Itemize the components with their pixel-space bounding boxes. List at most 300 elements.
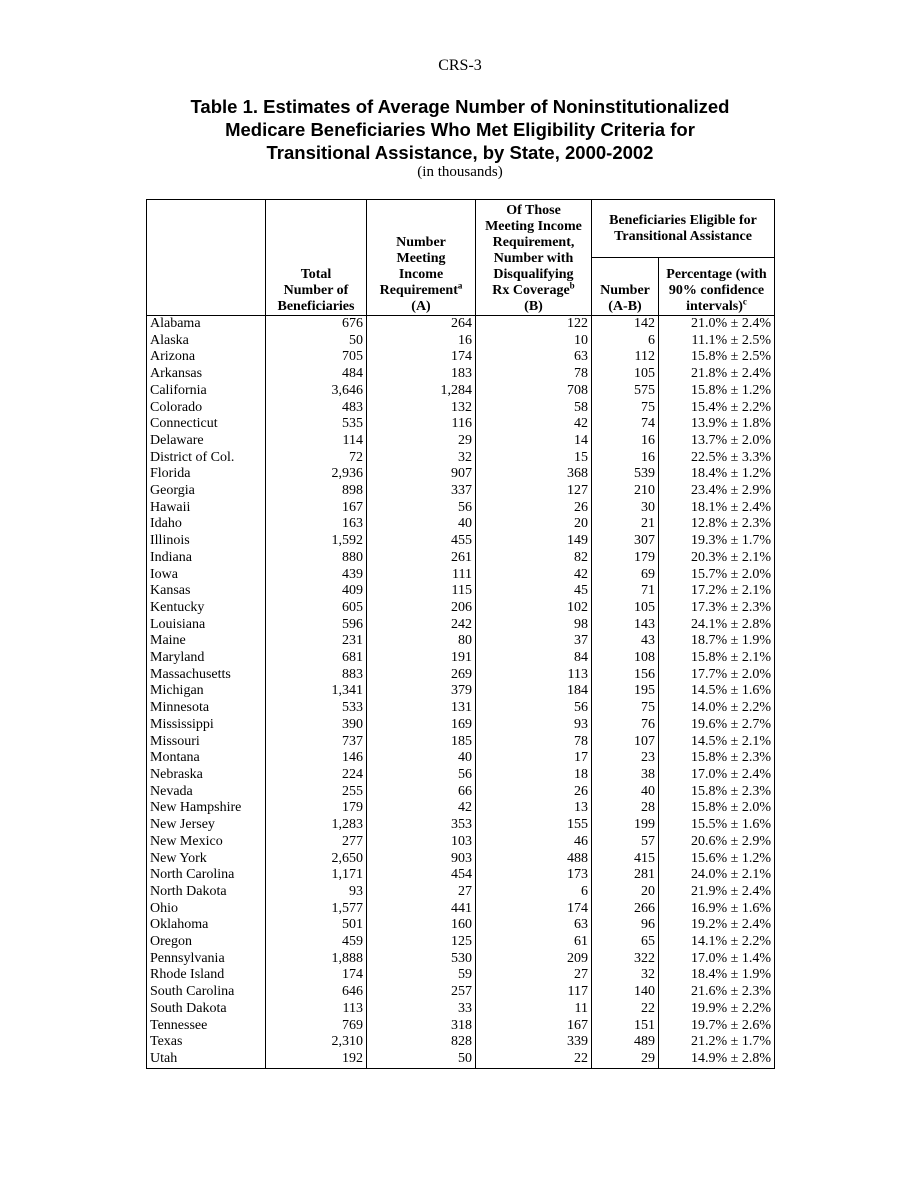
percentage-cell: 14.1% ± 2.2% [659,934,775,951]
header-text: Beneficiaries [277,299,355,314]
income-cell: 160 [367,917,476,934]
table-row [147,901,775,918]
table-row [147,1001,775,1018]
state-cell: Maine [147,633,266,650]
disqualifying-cell: 339 [476,1034,592,1051]
percentage-cell: 17.7% ± 2.0% [659,667,775,684]
table-row [147,767,775,784]
income-cell: 131 [367,700,476,717]
disqualifying-cell: 155 [476,817,592,834]
income-cell: 455 [367,533,476,550]
state-cell: South Dakota [147,1001,266,1018]
percentage-cell: 23.4% ± 2.9% [659,483,775,500]
disqualifying-cell: 78 [476,734,592,751]
state-cell: Colorado [147,400,266,417]
income-cell: 191 [367,650,476,667]
eligible-number-cell: 40 [592,784,659,801]
total-cell: 501 [266,917,367,934]
disqualifying-column-header [476,200,592,316]
header-text: Requirement, [492,235,575,250]
table-units: (in thousands) [417,164,503,180]
eligible-number-cell: 105 [592,600,659,617]
header-text: Number of [283,283,349,298]
total-cell: 459 [266,934,367,951]
total-cell: 50 [266,333,367,350]
income-cell: 59 [367,967,476,984]
eligible-number-cell: 20 [592,884,659,901]
income-cell: 261 [367,550,476,567]
state-cell: Nebraska [147,767,266,784]
income-cell: 269 [367,667,476,684]
disqualifying-cell: 18 [476,767,592,784]
income-cell: 40 [367,516,476,533]
header-text [370,280,472,299]
eligible-number-cell: 112 [592,349,659,366]
percentage-cell: 19.6% ± 2.7% [659,717,775,734]
state-cell: Arkansas [147,366,266,383]
disqualifying-cell: 17 [476,750,592,767]
income-cell: 530 [367,951,476,968]
income-cell: 111 [367,567,476,584]
state-cell: Texas [147,1034,266,1051]
disqualifying-cell: 127 [476,483,592,500]
eligible-number-cell: 140 [592,984,659,1001]
income-cell: 33 [367,1001,476,1018]
header-text: Percentage (with [666,267,767,282]
income-cell: 40 [367,750,476,767]
percentage-cell: 20.3% ± 2.1% [659,550,775,567]
income-cell: 174 [367,349,476,366]
disqualifying-cell: 167 [476,1018,592,1035]
state-cell: South Carolina [147,984,266,1001]
state-cell: Minnesota [147,700,266,717]
disqualifying-cell: 78 [476,366,592,383]
total-cell: 390 [266,717,367,734]
state-cell: District of Col. [147,450,266,467]
percentage-cell: 15.8% ± 2.5% [659,349,775,366]
state-cell: Florida [147,466,266,483]
income-cell: 56 [367,500,476,517]
total-cell: 705 [266,349,367,366]
state-cell: Kansas [147,583,266,600]
disqualifying-cell: 63 [476,917,592,934]
header-text: Income [398,267,444,282]
total-cell: 605 [266,600,367,617]
income-cell: 32 [367,450,476,467]
disqualifying-cell: 11 [476,1001,592,1018]
total-cell: 277 [266,834,367,851]
total-cell: 114 [266,433,367,450]
income-cell: 185 [367,734,476,751]
percentage-cell: 12.8% ± 2.3% [659,516,775,533]
percentage-cell: 18.7% ± 1.9% [659,633,775,650]
table-row [147,483,775,500]
total-cell: 93 [266,884,367,901]
percentage-cell: 15.8% ± 2.0% [659,800,775,817]
eligible-number-cell: 16 [592,433,659,450]
table-row [147,583,775,600]
table-row [147,800,775,817]
table-row [147,450,775,467]
table-row [147,433,775,450]
eligible-number-cell: 199 [592,817,659,834]
disqualifying-cell: 56 [476,700,592,717]
eligible-number-cell: 65 [592,934,659,951]
total-cell: 3,646 [266,383,367,400]
percentage-cell: 15.7% ± 2.0% [659,567,775,584]
percentage-cell: 21.8% ± 2.4% [659,366,775,383]
footnote-marker: b [569,280,575,291]
state-cell: Tennessee [147,1018,266,1035]
disqualifying-cell: 117 [476,984,592,1001]
total-cell: 224 [266,767,367,784]
total-cell: 113 [266,1001,367,1018]
table-row [147,550,775,567]
state-cell: Rhode Island [147,967,266,984]
eligible-number-cell: 210 [592,483,659,500]
state-cell: New Hampshire [147,800,266,817]
eligible-number-cell: 195 [592,683,659,700]
total-cell: 167 [266,500,367,517]
eligible-number-cell: 76 [592,717,659,734]
income-cell: 116 [367,416,476,433]
table-title-block [0,95,920,181]
percentage-cell: 19.3% ± 1.7% [659,533,775,550]
table-row [147,600,775,617]
income-cell: 907 [367,466,476,483]
disqualifying-cell: 42 [476,567,592,584]
total-cell: 1,577 [266,901,367,918]
table-row [147,717,775,734]
eligible-group-header [592,200,775,258]
disqualifying-cell: 98 [476,617,592,634]
income-cell: 16 [367,333,476,350]
eligible-number-cell: 575 [592,383,659,400]
footnote-marker: c [742,296,747,307]
income-cell: 441 [367,901,476,918]
page-label: CRS-3 [438,57,482,74]
percentage-cell: 15.6% ± 1.2% [659,851,775,868]
total-cell: 681 [266,650,367,667]
table-row [147,416,775,433]
state-cell: Pennsylvania [147,951,266,968]
table-row [147,516,775,533]
footnote-marker: a [457,280,463,291]
income-column-header [367,200,476,316]
table-row [147,884,775,901]
percentage-cell: 21.6% ± 2.3% [659,984,775,1001]
state-cell: Louisiana [147,617,266,634]
state-cell: California [147,383,266,400]
eligible-number-cell: 21 [592,516,659,533]
disqualifying-cell: 82 [476,550,592,567]
header-text: Number with [493,251,574,266]
table-row [147,466,775,483]
percentage-cell: 19.9% ± 2.2% [659,1001,775,1018]
percentage-cell: 24.1% ± 2.8% [659,617,775,634]
disqualifying-cell: 13 [476,800,592,817]
header-text: Number [396,235,446,250]
header-text: Requirement [379,283,458,298]
disqualifying-cell: 15 [476,450,592,467]
header-text: Meeting [396,251,446,266]
income-cell: 206 [367,600,476,617]
table-row [147,917,775,934]
table-row [147,650,775,667]
disqualifying-cell: 102 [476,600,592,617]
total-cell: 163 [266,516,367,533]
state-cell: Mississippi [147,717,266,734]
percentage-cell: 18.4% ± 1.2% [659,466,775,483]
table-row [147,834,775,851]
income-cell: 56 [367,767,476,784]
percentage-cell: 11.1% ± 2.5% [659,333,775,350]
disqualifying-cell: 149 [476,533,592,550]
eligible-number-cell: 74 [592,416,659,433]
disqualifying-cell: 708 [476,383,592,400]
eligible-number-cell: 107 [592,734,659,751]
income-cell: 66 [367,784,476,801]
percentage-cell: 21.0% ± 2.4% [659,316,775,333]
state-cell: Oregon [147,934,266,951]
table-row [147,984,775,1001]
eligible-number-cell: 57 [592,834,659,851]
eligible-number-cell: 23 [592,750,659,767]
percentage-cell: 17.3% ± 2.3% [659,600,775,617]
eligible-number-cell: 6 [592,333,659,350]
total-cell: 535 [266,416,367,433]
income-cell: 337 [367,483,476,500]
percentage-cell: 20.6% ± 2.9% [659,834,775,851]
header-text: Transitional Assistance [614,228,752,244]
total-cell: 898 [266,483,367,500]
total-cell: 1,341 [266,683,367,700]
eligible-number-cell: 105 [592,366,659,383]
eligible-number-cell: 143 [592,617,659,634]
percentage-column-header [659,258,775,316]
disqualifying-cell: 122 [476,316,592,333]
total-cell: 174 [266,967,367,984]
table-row [147,667,775,684]
eligible-number-cell: 69 [592,567,659,584]
total-cell: 179 [266,800,367,817]
state-cell: Kentucky [147,600,266,617]
percentage-cell: 18.4% ± 1.9% [659,967,775,984]
table-row [147,1018,775,1035]
disqualifying-cell: 63 [476,349,592,366]
income-cell: 903 [367,851,476,868]
percentage-cell: 17.0% ± 2.4% [659,767,775,784]
table-row [147,750,775,767]
state-cell: New York [147,851,266,868]
state-cell: North Dakota [147,884,266,901]
state-cell: Michigan [147,683,266,700]
disqualifying-cell: 46 [476,834,592,851]
percentage-cell: 13.9% ± 1.8% [659,416,775,433]
percentage-cell: 17.2% ± 2.1% [659,583,775,600]
eligible-number-cell: 266 [592,901,659,918]
percentage-cell: 17.0% ± 1.4% [659,951,775,968]
income-cell: 454 [367,867,476,884]
state-cell: Montana [147,750,266,767]
table-row [147,500,775,517]
eligible-number-cell: 28 [592,800,659,817]
total-cell: 880 [266,550,367,567]
percentage-cell: 14.0% ± 2.2% [659,700,775,717]
disqualifying-cell: 27 [476,967,592,984]
income-cell: 27 [367,884,476,901]
total-cell: 1,283 [266,817,367,834]
disqualifying-cell: 113 [476,667,592,684]
title-line-3: Transitional Assistance, by State, 2000-2002 [266,142,654,163]
total-column-header [266,200,367,316]
total-cell: 2,936 [266,466,367,483]
eligibility-table [146,199,775,1069]
state-cell: Missouri [147,734,266,751]
eligible-number-cell: 30 [592,500,659,517]
percentage-cell: 21.2% ± 1.7% [659,1034,775,1051]
income-cell: 50 [367,1051,476,1068]
eligible-number-cell: 108 [592,650,659,667]
percentage-cell: 19.7% ± 2.6% [659,1018,775,1035]
table-row [147,349,775,366]
total-cell: 2,650 [266,851,367,868]
income-cell: 132 [367,400,476,417]
percentage-cell: 15.5% ± 1.6% [659,817,775,834]
income-cell: 257 [367,984,476,1001]
total-cell: 484 [266,366,367,383]
table-row [147,533,775,550]
income-cell: 242 [367,617,476,634]
total-cell: 883 [266,667,367,684]
state-cell: Arizona [147,349,266,366]
income-cell: 318 [367,1018,476,1035]
eligible-number-cell: 307 [592,533,659,550]
title-line-1: Table 1. Estimates of Average Number of Noninstitutionalized [190,96,730,117]
header-text: Total [300,267,332,282]
total-cell: 2,310 [266,1034,367,1051]
eligible-number-cell: 281 [592,867,659,884]
table-row [147,383,775,400]
percentage-cell: 13.7% ± 2.0% [659,433,775,450]
income-cell: 1,284 [367,383,476,400]
table-body [147,316,775,1069]
state-column-header [147,200,266,316]
header-text: Meeting Income [485,219,582,234]
percentage-cell: 18.1% ± 2.4% [659,500,775,517]
income-cell: 183 [367,366,476,383]
eligible-number-cell: 415 [592,851,659,868]
state-cell: Connecticut [147,416,266,433]
state-cell: Georgia [147,483,266,500]
table-row [147,784,775,801]
header-text [479,280,588,299]
income-cell: 264 [367,316,476,333]
table-row [147,366,775,383]
state-cell: Massachusetts [147,667,266,684]
income-cell: 125 [367,934,476,951]
eligible-number-cell: 43 [592,633,659,650]
eligible-number-cell: 75 [592,400,659,417]
total-cell: 409 [266,583,367,600]
eligible-number-cell: 75 [592,700,659,717]
state-cell: Iowa [147,567,266,584]
total-cell: 533 [266,700,367,717]
percentage-cell: 15.8% ± 2.3% [659,784,775,801]
state-cell: Maryland [147,650,266,667]
total-cell: 646 [266,984,367,1001]
disqualifying-cell: 488 [476,851,592,868]
eligible-number-cell: 489 [592,1034,659,1051]
income-cell: 29 [367,433,476,450]
disqualifying-cell: 173 [476,867,592,884]
table-row [147,700,775,717]
total-cell: 1,592 [266,533,367,550]
disqualifying-cell: 58 [476,400,592,417]
disqualifying-cell: 14 [476,433,592,450]
table-row [147,867,775,884]
table-row [147,967,775,984]
state-cell: Nevada [147,784,266,801]
eligible-number-cell: 38 [592,767,659,784]
header-text: 90% confidence [668,283,765,298]
disqualifying-cell: 26 [476,500,592,517]
table-row [147,400,775,417]
income-cell: 379 [367,683,476,700]
table-row [147,1051,775,1068]
income-cell: 828 [367,1034,476,1051]
eligible-number-cell: 142 [592,316,659,333]
header-text: Beneficiaries Eligible for [609,212,757,228]
header-text: Rx Coverage [492,283,570,298]
table-row [147,683,775,700]
disqualifying-cell: 22 [476,1051,592,1068]
percentage-cell: 15.4% ± 2.2% [659,400,775,417]
total-cell: 1,171 [266,867,367,884]
percentage-cell: 16.9% ± 1.6% [659,901,775,918]
disqualifying-cell: 42 [476,416,592,433]
total-cell: 72 [266,450,367,467]
state-cell: Delaware [147,433,266,450]
state-cell: Oklahoma [147,917,266,934]
percentage-cell: 15.8% ± 2.1% [659,650,775,667]
number-column-header [592,258,659,316]
eligible-number-cell: 16 [592,450,659,467]
header-text: (A-B) [608,299,642,314]
total-cell: 737 [266,734,367,751]
eligible-number-cell: 32 [592,967,659,984]
disqualifying-cell: 45 [476,583,592,600]
total-cell: 1,888 [266,951,367,968]
total-cell: 255 [266,784,367,801]
eligible-number-cell: 539 [592,466,659,483]
state-cell: Alaska [147,333,266,350]
income-cell: 42 [367,800,476,817]
header-text: (A) [411,299,431,314]
percentage-cell: 24.0% ± 2.1% [659,867,775,884]
total-cell: 146 [266,750,367,767]
percentage-cell: 21.9% ± 2.4% [659,884,775,901]
total-cell: 483 [266,400,367,417]
total-cell: 231 [266,633,367,650]
disqualifying-cell: 10 [476,333,592,350]
table-row [147,617,775,634]
disqualifying-cell: 174 [476,901,592,918]
table-title [110,95,810,164]
disqualifying-cell: 6 [476,884,592,901]
state-cell: Illinois [147,533,266,550]
percentage-cell: 14.9% ± 2.8% [659,1051,775,1068]
